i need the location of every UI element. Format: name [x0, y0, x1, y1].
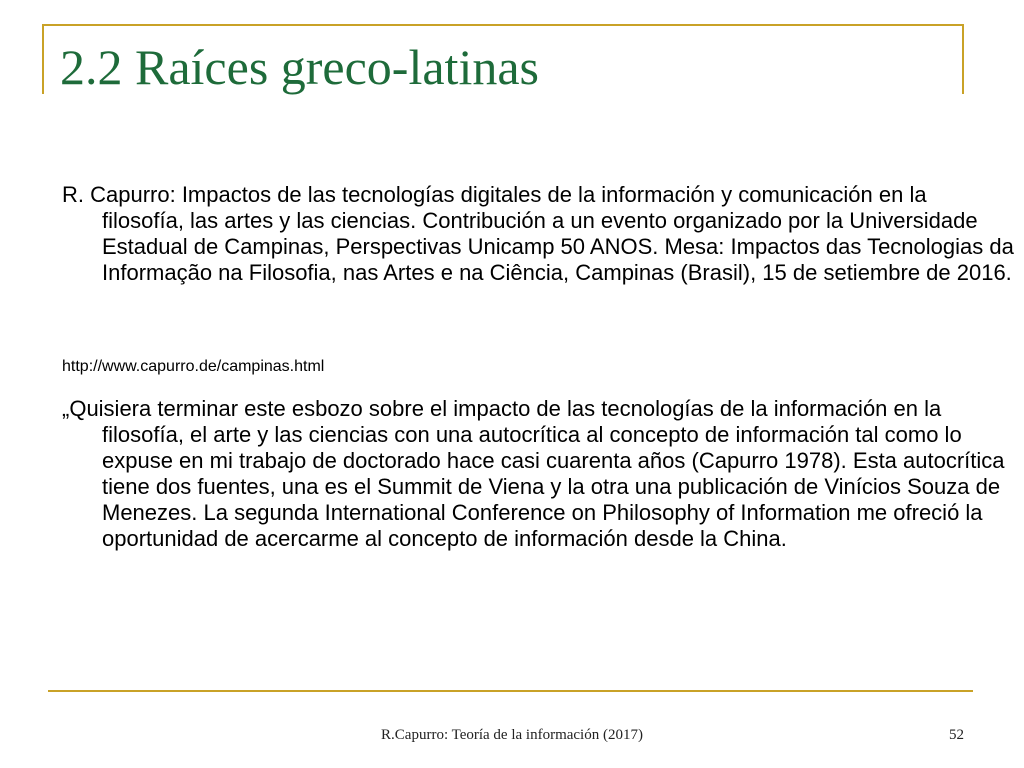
citation-paragraph: R. Capurro: Impactos de las tecnologías digitales de la información y comunicación en la filosofía, las artes y las ciencias. Contribución a un evento organizado por la Universidade Estadual de Campinas, Perspectivas Unicamp 50 ANOS. Mesa: Impactos das Tecnologias da Informação na Filosofia, nas Artes e na Ciência, Campinas (Brasil), 15 de setiembre de 2016.	[62, 182, 1014, 285]
source-link[interactable]: http://www.capurro.de/campinas.html	[62, 358, 325, 375]
page-number: 52	[949, 727, 964, 743]
quote-paragraph: „Quisiera terminar este esbozo sobre el impacto de las tecnologías de la información en la filosofía, el arte y las ciencias con una autocrítica al concepto de información tal como lo expuse en mi trabajo de doctorado hace casi cuarenta años (Capurro 1978). Esta autocrítica tiene dos fuentes, una es el Summit de Viena y la otra una publicación de Vinícios Souza de Menezes. La segunda International Conference on Philosophy of Information me ofreció la oportunidad de acercarme al concepto de información desde la China.	[62, 396, 1005, 551]
top-rule	[42, 24, 964, 26]
footer-text: R.Capurro: Teoría de la información (2017)	[381, 727, 643, 743]
left-rule	[42, 24, 44, 94]
bottom-rule	[48, 690, 973, 692]
right-rule	[962, 24, 964, 94]
slide-title: 2.2 Raíces greco-latinas	[60, 39, 539, 95]
